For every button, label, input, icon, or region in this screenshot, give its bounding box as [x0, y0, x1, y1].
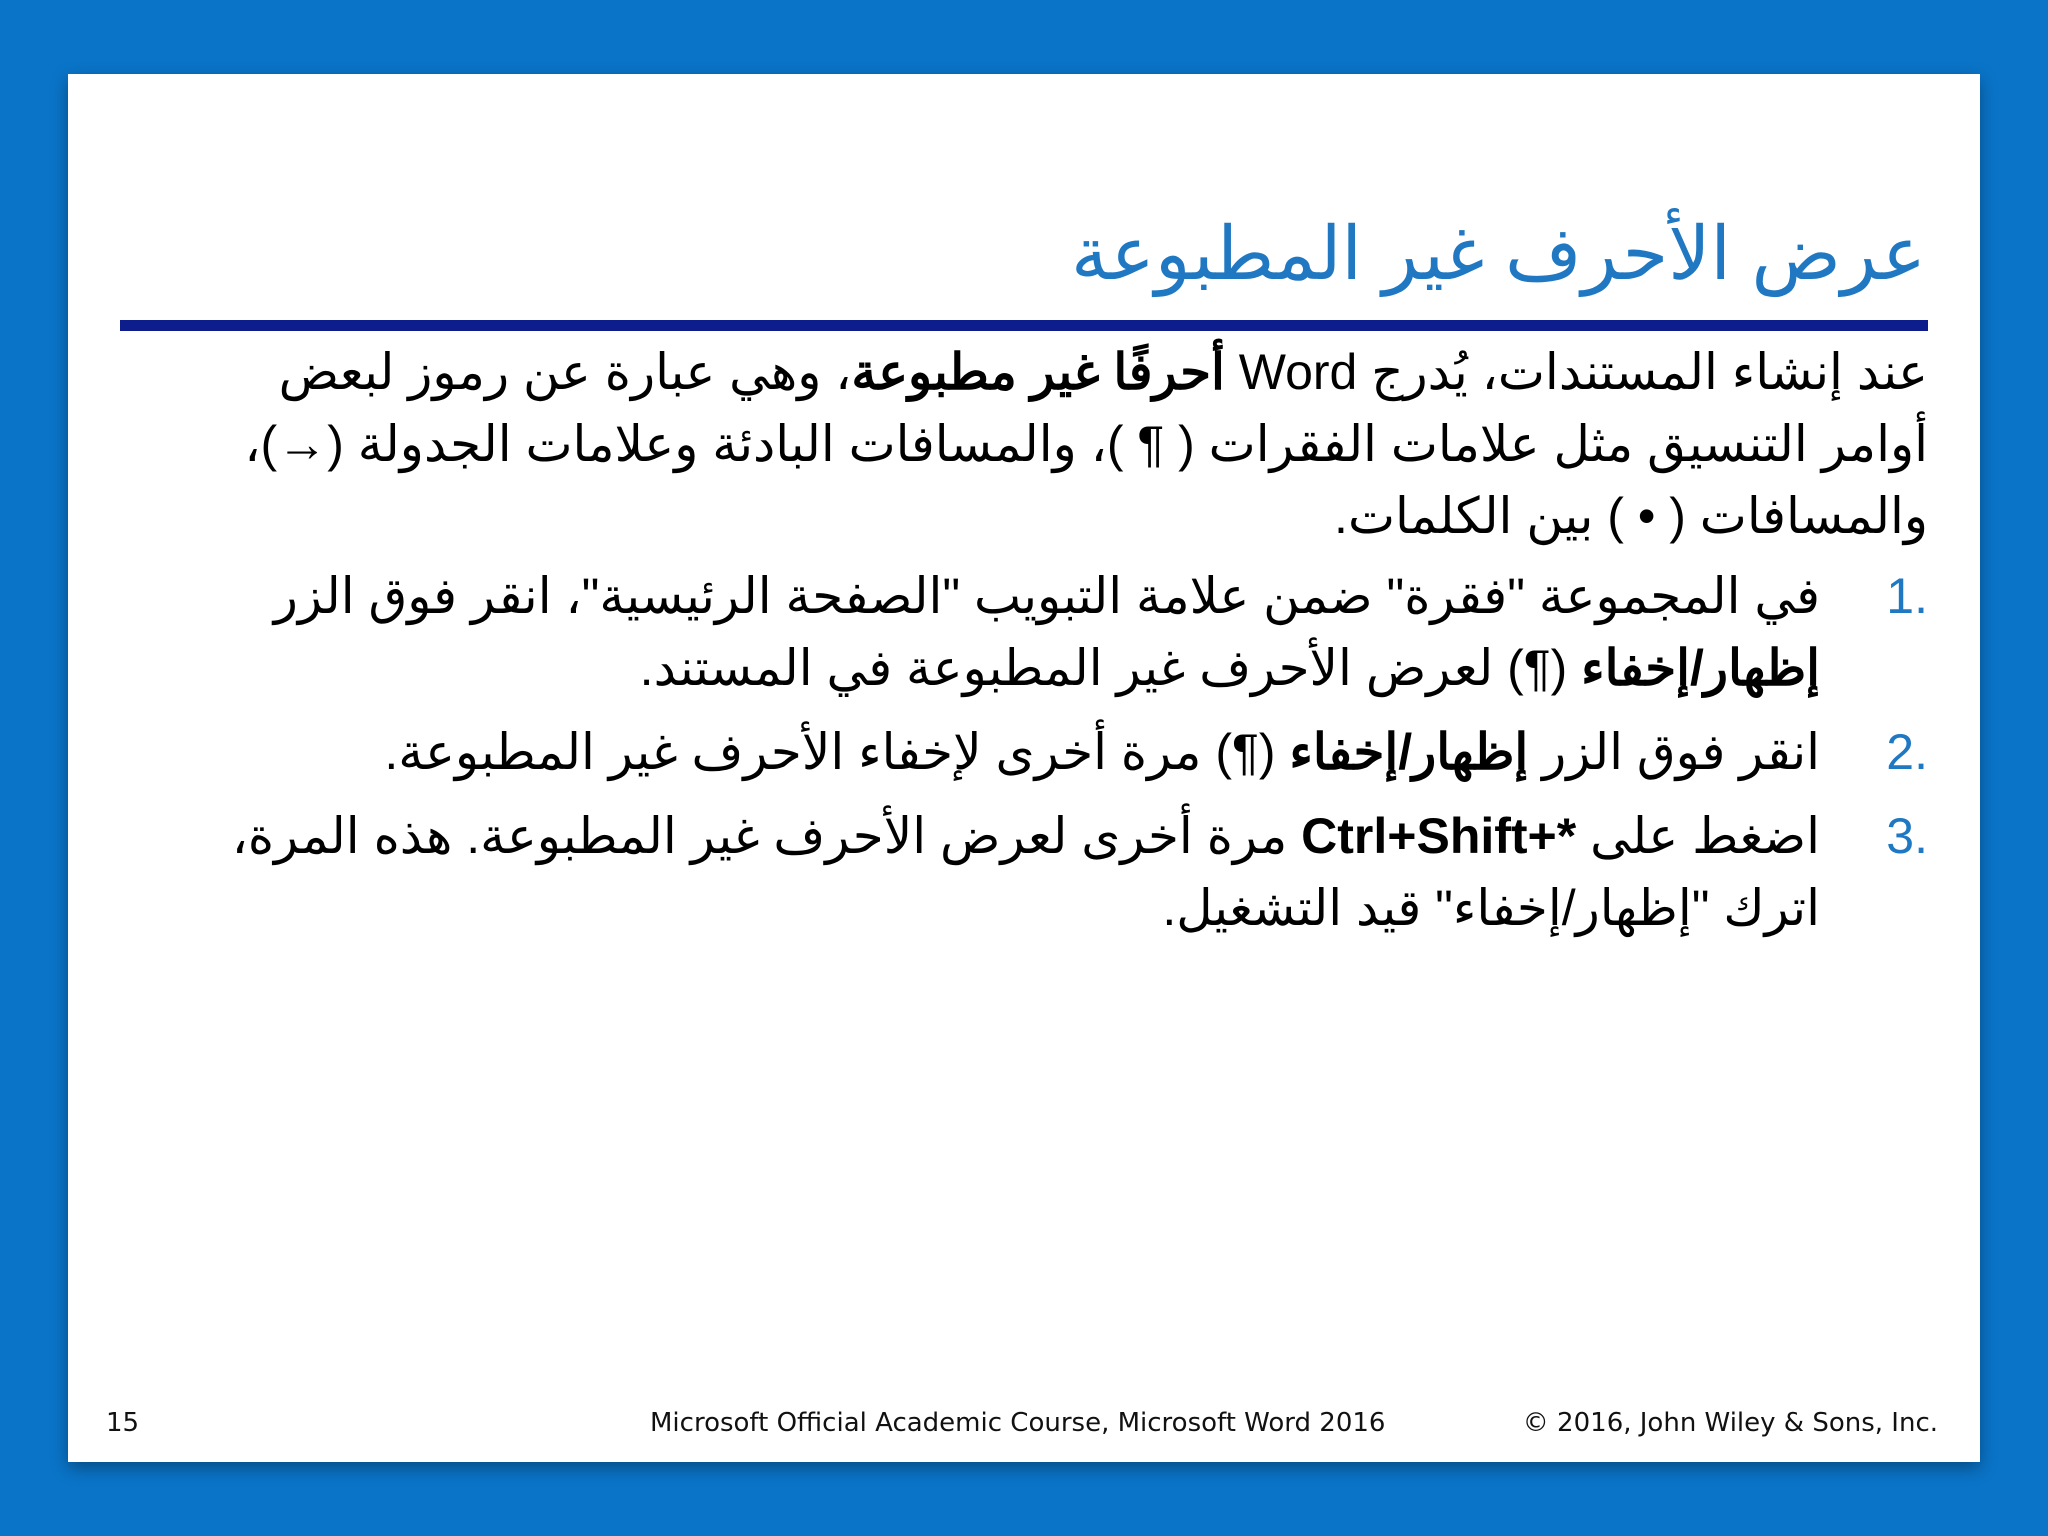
slide-title: عرض الأحرف غير المطبوعة — [1070, 212, 1926, 295]
intro-text-1: عند إنشاء المستندات، يُدرج Word — [1224, 344, 1928, 400]
step-number: 1. — [1886, 568, 1928, 624]
step-text-2: مرة أخرى لعرض الأحرف غير المطبوعة. هذه المرة، اترك "إظهار/إخفاء" قيد التشغيل. — [231, 808, 1820, 936]
slide-body — [228, 336, 1928, 956]
step-item-2 — [228, 716, 1928, 788]
slide — [68, 74, 1980, 1462]
slide-footer — [68, 1408, 1980, 1448]
step-number: 2. — [1886, 724, 1928, 780]
step-text-1: اضغط على — [1576, 808, 1820, 864]
step-text-2: (¶) لعرض الأحرف غير المطبوعة في المستند. — [639, 640, 1582, 696]
steps-list — [228, 560, 1928, 944]
step-item-3 — [228, 800, 1928, 944]
intro-text-2: ، وهي عبارة عن رموز لبعض أوامر التنسيق مثل علامات الفقرات ( ¶ )، والمسافات البادئة وعلامات الجدولة (→)، والمسافات ( • ) بين الكلمات. — [244, 344, 1928, 544]
page-number: 15 — [106, 1408, 140, 1438]
step-bold-1: إظهار/إخفاء — [1289, 724, 1529, 780]
step-text-1: انقر فوق الزر — [1528, 724, 1820, 780]
intro-paragraph — [228, 336, 1928, 552]
step-bold-1: إظهار/إخفاء — [1581, 640, 1820, 696]
footer-copyright: © 2016, John Wiley & Sons, Inc. — [1522, 1408, 1938, 1438]
step-number: 3. — [1886, 808, 1928, 864]
title-divider — [120, 320, 1928, 331]
intro-bold-term: أحرفًا غير مطبوعة — [851, 344, 1225, 400]
step-bold-shortcut: Ctrl+Shift+* — [1301, 808, 1577, 864]
footer-course: Microsoft Official Academic Course, Microsoft Word 2016 — [650, 1408, 1386, 1438]
step-item-1 — [228, 560, 1928, 704]
step-text-1: في المجموعة "فقرة" ضمن علامة التبويب "الصفحة الرئيسية"، انقر فوق الزر — [273, 568, 1820, 624]
step-text-2: (¶) مرة أخرى لإخفاء الأحرف غير المطبوعة. — [384, 724, 1290, 780]
